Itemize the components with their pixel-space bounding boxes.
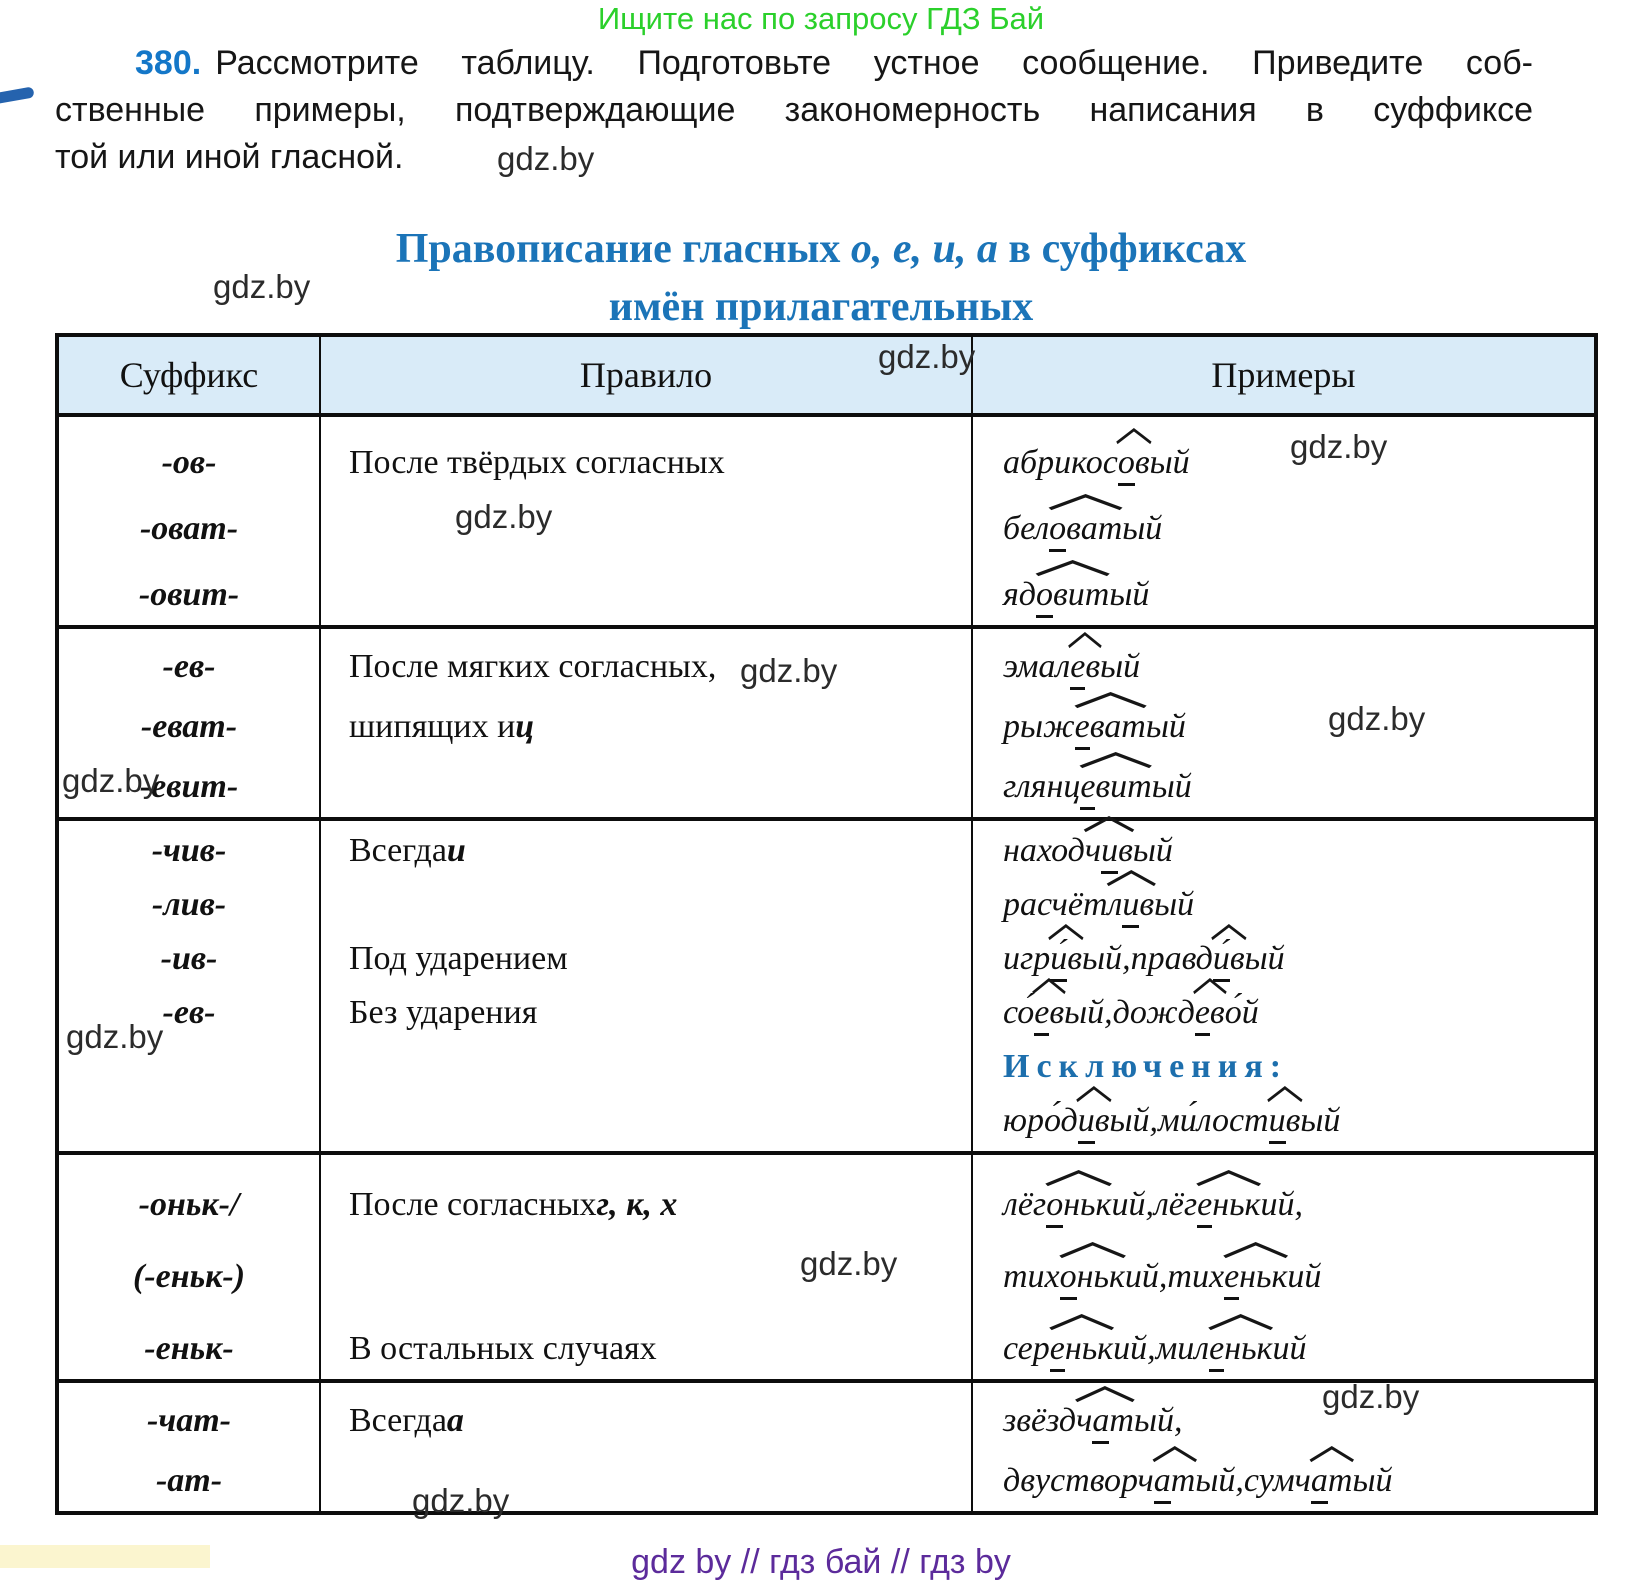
underlined-vowel: и́ — [1050, 940, 1067, 982]
suffix-item: -еват- — [140, 708, 238, 745]
word-part: ий — [1287, 1258, 1322, 1295]
word-part: в — [1067, 940, 1083, 977]
gdz-watermark: gdz.by — [740, 652, 838, 689]
suffix-hat — [1034, 994, 1064, 1032]
rule-emphasis: ц — [515, 708, 535, 745]
gdz-watermark: gdz.by — [1328, 700, 1426, 737]
example-word — [1003, 940, 1122, 978]
example-word — [1003, 576, 1149, 614]
suffix-item: -лив- — [151, 886, 227, 923]
example-word — [1003, 708, 1186, 746]
examples-cell — [971, 417, 1594, 625]
word-part: расчёт — [1003, 886, 1108, 923]
exercise-line — [55, 87, 1533, 134]
suffix-hat — [1046, 1186, 1111, 1224]
word-part: о́й — [1224, 994, 1259, 1031]
suffix-hat — [1118, 444, 1150, 482]
word-part: в — [1085, 648, 1101, 685]
table-title-line2: имён прилагательных — [608, 284, 1034, 330]
word-part: сер — [1003, 1330, 1050, 1367]
suffix-caret-icon — [1031, 978, 1067, 994]
suffix-caret-icon — [1072, 692, 1149, 708]
example-line — [1003, 935, 1594, 989]
word-part: ый — [1109, 576, 1150, 613]
example-word — [1003, 510, 1162, 548]
rule-text: Под ударением — [349, 940, 568, 977]
suffix-item: -ив- — [160, 940, 218, 977]
example-word — [1003, 1330, 1147, 1368]
rule-line — [349, 427, 971, 493]
word-part: ый — [1122, 510, 1163, 547]
word-part: в — [1209, 994, 1225, 1031]
word-part: лёг — [1153, 1186, 1198, 1223]
suffix-caret-icon — [1192, 978, 1228, 994]
suffix-item: -ев- — [162, 648, 216, 685]
title-text: Правописание гласных — [395, 226, 851, 272]
rule-emphasis: и — [446, 832, 466, 869]
example-word — [1003, 444, 1190, 482]
word-part: ньк — [1063, 1186, 1112, 1223]
word-part: сумч — [1243, 1462, 1311, 1499]
word-part: ват — [1066, 510, 1123, 547]
suffix-hat — [1224, 1258, 1287, 1296]
example-line — [1003, 1097, 1594, 1151]
suffix-caret-icon — [1057, 1242, 1128, 1258]
word-part: ый — [1195, 1462, 1236, 1499]
example-line — [1003, 493, 1594, 559]
suffix-item: (-еньк-) — [132, 1258, 246, 1295]
header-rule: Правило — [319, 337, 971, 413]
example-line — [1003, 1307, 1594, 1379]
suffix-caret-icon — [1308, 1446, 1356, 1462]
word-part: т — [1170, 1462, 1196, 1499]
suffix-caret-icon — [1210, 924, 1248, 940]
example-line — [1003, 757, 1594, 817]
example-word — [1154, 1186, 1295, 1224]
suffix-hat — [1078, 1102, 1110, 1140]
word-part: вит — [1053, 576, 1110, 613]
underlined-vowel: о — [1046, 1186, 1063, 1228]
word-part: ый — [1352, 1462, 1393, 1499]
underlined-vowel: е — [1080, 768, 1095, 810]
gdz-watermark: gdz.by — [878, 338, 976, 375]
separator: , — [1104, 994, 1113, 1031]
word-part: в — [1229, 940, 1245, 977]
example-word — [1167, 1258, 1321, 1296]
word-part: лёг — [1003, 1186, 1047, 1223]
underlined-vowel: а — [1092, 1402, 1109, 1444]
example-word — [1158, 1102, 1340, 1140]
word-part: л — [1107, 886, 1123, 923]
separator: , — [1158, 1258, 1168, 1295]
word-part: ый — [1149, 444, 1190, 481]
word-part: игр — [1003, 940, 1051, 977]
examples-cell — [971, 821, 1594, 1151]
word-part: абрикос — [1003, 444, 1118, 481]
rule-cell — [319, 417, 971, 625]
example-line — [1003, 1391, 1594, 1451]
suffix-hat — [1197, 1186, 1260, 1224]
example-word — [1003, 1462, 1235, 1500]
word-part: ий — [1260, 1186, 1295, 1223]
suffix-spelling-table — [55, 333, 1598, 1515]
example-line — [1003, 827, 1594, 881]
word-part: ый — [1082, 940, 1123, 977]
word-part: ый — [1151, 768, 1192, 805]
gdz-watermark: gdz.by — [1322, 1378, 1420, 1415]
rule-text: шипящих и — [349, 708, 516, 745]
underlined-vowel: о — [1049, 510, 1066, 552]
word-part: ый — [1132, 832, 1173, 869]
rule-cell — [319, 629, 971, 817]
example-line — [1003, 881, 1594, 935]
example-line — [1003, 559, 1594, 625]
table-row — [59, 817, 1594, 1151]
suffix-hat — [1049, 510, 1122, 548]
example-word — [1113, 994, 1259, 1032]
exercise-text: той или иной гласной. — [55, 138, 404, 176]
rule-line-spacer — [349, 881, 971, 935]
word-part: в — [1285, 1102, 1301, 1139]
rule-emphasis: г, к, х — [596, 1186, 678, 1223]
word-part: ый — [1133, 1402, 1174, 1439]
suffix-caret-icon — [1047, 1314, 1116, 1330]
underlined-vowel: е — [1050, 1330, 1065, 1372]
word-part: ый — [1154, 886, 1195, 923]
rule-text: После согласных — [349, 1186, 597, 1223]
suffix-hat — [1036, 576, 1109, 614]
suffix-hat — [1108, 886, 1155, 924]
suffix-hat — [1060, 1258, 1125, 1296]
example-word — [1131, 940, 1285, 978]
example-word — [1003, 648, 1140, 686]
suffix-cell — [59, 417, 319, 625]
suffix-caret-icon — [1075, 1086, 1113, 1102]
underlined-vowel: е — [1075, 708, 1090, 750]
example-line — [1003, 989, 1594, 1043]
rule-text: Без ударения — [349, 994, 538, 1031]
word-part: звёзд — [1003, 1402, 1077, 1439]
suffix-caret-icon — [1151, 1446, 1199, 1462]
rule-line — [349, 1391, 971, 1451]
rule-line — [349, 935, 971, 989]
suffix-caret-icon — [1266, 1086, 1304, 1102]
gdz-watermark: gdz.by — [497, 140, 595, 177]
example-word — [1003, 832, 1173, 870]
examples-cell — [971, 629, 1594, 817]
rule-text: В остальных случаях — [349, 1330, 657, 1367]
example-word — [1156, 1330, 1307, 1368]
underlined-vowel: и — [1101, 832, 1118, 874]
word-part: ньк — [1064, 1330, 1114, 1367]
suffix-cell — [59, 1383, 319, 1511]
example-line — [1003, 1451, 1594, 1511]
suffix-hat — [1311, 1462, 1353, 1500]
rule-text: После мягких согласных, — [349, 648, 717, 685]
word-part: глянц — [1003, 768, 1081, 805]
word-part: ньк — [1224, 1330, 1273, 1367]
suffix-hat — [1195, 994, 1225, 1032]
word-part: вит — [1095, 768, 1152, 805]
rule-line — [349, 827, 971, 881]
exercise-paragraph — [55, 40, 1533, 181]
blue-dash-decoration — [0, 86, 35, 104]
underlined-vowel: и — [1269, 1102, 1286, 1144]
example-word — [1003, 1402, 1174, 1440]
example-word — [1244, 1462, 1393, 1500]
suffix-hat — [1269, 1102, 1301, 1140]
word-part: т — [1109, 1402, 1134, 1439]
word-part: ый — [1064, 994, 1105, 1031]
word-part: в — [1094, 1102, 1110, 1139]
example-word — [1003, 1186, 1145, 1224]
suffix-caret-icon — [1077, 752, 1154, 768]
word-part: двустворч — [1003, 1462, 1154, 1499]
rule-line — [349, 1163, 971, 1235]
line-tail: , — [1173, 1402, 1183, 1439]
rule-line — [349, 1307, 971, 1379]
gdz-watermark: gdz.by — [66, 1018, 164, 1055]
word-part: наход — [1003, 832, 1085, 869]
gdz-watermark: gdz.by — [412, 1482, 510, 1519]
rule-cell — [319, 821, 971, 1151]
suffix-cell — [59, 1155, 319, 1379]
suffix-caret-icon — [1043, 1170, 1114, 1186]
gdz-watermark: gdz.by — [455, 498, 553, 535]
word-part: ньк — [1076, 1258, 1125, 1295]
underlined-vowel: е — [1070, 648, 1085, 690]
suffix-cell — [59, 821, 319, 1151]
word-part: ч — [1076, 1402, 1093, 1439]
suffix-hat — [1050, 1330, 1113, 1368]
promo-banner: Ищите нас по запросу ГДЗ Бай — [597, 1, 1045, 36]
separator: , — [1149, 1102, 1159, 1139]
example-line — [1003, 697, 1594, 757]
word-part: яд — [1003, 576, 1037, 613]
separator: , — [1147, 1330, 1156, 1367]
word-part: ньк — [1212, 1186, 1261, 1223]
word-part: тих — [1003, 1258, 1060, 1295]
underlined-vowel: о — [1060, 1258, 1077, 1300]
suffix-item: -еньк- — [144, 1330, 234, 1367]
word-part: ый — [1100, 648, 1141, 685]
suffix-hat — [1154, 1462, 1196, 1500]
word-part: ват — [1089, 708, 1146, 745]
suffix-caret-icon — [1194, 1170, 1263, 1186]
rule-text: Всегда — [349, 1402, 447, 1439]
word-part: ий — [1111, 1186, 1146, 1223]
underlined-vowel: о — [1036, 576, 1053, 618]
example-word — [1003, 1258, 1159, 1296]
exercise-text: Рассмотрите таблицу. Подготовьте устное сообщение. Приведите соб- — [215, 44, 1533, 82]
header-examples: Примеры — [971, 337, 1594, 413]
exercise-text: ственные примеры, подтверждающие закономерность написания в суффиксе — [55, 91, 1533, 129]
suffix-hat — [1076, 1402, 1134, 1440]
examples-cell — [971, 1383, 1594, 1511]
underlined-vowel: и — [1122, 886, 1139, 928]
example-word — [1003, 1102, 1150, 1140]
underlined-vowel: о — [1118, 444, 1135, 486]
word-part: со́ — [1003, 994, 1035, 1031]
underlined-vowel: е — [1195, 994, 1210, 1036]
suffix-caret-icon — [1047, 924, 1085, 940]
suffix-item: -чат- — [147, 1402, 231, 1439]
word-part: в — [1049, 994, 1065, 1031]
separator: , — [1235, 1462, 1244, 1499]
title-text: в суффиксах — [997, 226, 1247, 272]
gdz-watermark: gdz.by — [213, 268, 311, 305]
word-part: тих — [1167, 1258, 1225, 1295]
word-part: ч — [1084, 832, 1102, 869]
underlined-vowel: е — [1209, 1330, 1224, 1372]
suffix-caret-icon — [1115, 428, 1153, 444]
suffix-hat — [1080, 768, 1151, 806]
suffix-hat — [1075, 708, 1146, 746]
promo-footer: gdz by // гдз бай // гдз by — [631, 1543, 1011, 1581]
word-part: т — [1327, 1462, 1353, 1499]
rule-line — [349, 637, 971, 697]
underlined-vowel: е — [1224, 1258, 1239, 1300]
word-part: в — [1134, 444, 1150, 481]
example-line — [1003, 637, 1594, 697]
suffix-hat — [1213, 940, 1245, 978]
suffix-hat — [1050, 940, 1082, 978]
word-part: дожд — [1112, 994, 1195, 1031]
suffix-caret-icon — [1046, 494, 1125, 510]
suffix-hat — [1209, 1330, 1272, 1368]
word-part: мил — [1155, 1330, 1210, 1367]
suffix-caret-icon — [1033, 560, 1112, 576]
line-tail: , — [1294, 1186, 1303, 1223]
word-part: ый — [1109, 1102, 1150, 1139]
example-line — [1003, 1163, 1594, 1235]
exercise-line — [55, 134, 1533, 181]
word-part: ый — [1300, 1102, 1341, 1139]
rule-text: Всегда — [349, 832, 447, 869]
word-part: в — [1139, 886, 1155, 923]
word-part: ый — [1244, 940, 1285, 977]
exercise-number: 380. — [135, 44, 202, 82]
suffix-item: -оньк-/ — [138, 1186, 240, 1223]
suffix-caret-icon — [1067, 632, 1103, 648]
separator: , — [1145, 1186, 1154, 1223]
suffix-hat — [1070, 648, 1100, 686]
suffix-item: -ат- — [155, 1462, 223, 1499]
word-part: ий — [1272, 1330, 1307, 1367]
example-word — [1003, 768, 1192, 806]
suffix-caret-icon — [1073, 1386, 1137, 1402]
rule-emphasis: а — [446, 1402, 464, 1439]
underlined-vowel: и — [1078, 1102, 1095, 1144]
word-part: ньк — [1239, 1258, 1288, 1295]
word-part: правд — [1130, 940, 1213, 977]
word-part: рыж — [1003, 708, 1075, 745]
suffix-item: -ов- — [161, 444, 217, 481]
word-part: ый — [1145, 708, 1186, 745]
word-part: ий — [1124, 1258, 1159, 1295]
underlined-vowel: и́ — [1213, 940, 1230, 982]
rule-line — [349, 697, 971, 757]
header-suffix: Суффикс — [119, 355, 259, 395]
exercise-line — [55, 40, 1533, 87]
word-part: в — [1118, 832, 1133, 869]
title-vowels: о, е, и, а — [850, 226, 998, 272]
suffix-item: -ев- — [162, 994, 216, 1031]
suffix-item: -оват- — [139, 510, 239, 547]
underlined-vowel: е — [1034, 994, 1049, 1036]
suffix-item: -евит- — [139, 768, 239, 805]
example-line — [1003, 1235, 1594, 1307]
example-word — [1003, 886, 1194, 924]
example-word — [1003, 994, 1104, 1032]
word-part: ий — [1113, 1330, 1148, 1367]
suffix-item: -чив- — [151, 832, 227, 869]
suffix-caret-icon — [1105, 870, 1158, 886]
separator: , — [1122, 940, 1131, 977]
word-part: ми́лост — [1158, 1102, 1269, 1139]
gdz-watermark: gdz.by — [800, 1245, 898, 1282]
gdz-watermark: gdz.by — [62, 762, 160, 799]
suffix-hat — [1085, 832, 1133, 870]
table-header-row — [59, 337, 1594, 413]
underlined-vowel: а — [1154, 1462, 1171, 1504]
suffix-item: -овит- — [138, 576, 240, 613]
underlined-vowel: а — [1311, 1462, 1328, 1504]
word-part: юро́д — [1003, 1102, 1078, 1139]
rule-line — [349, 989, 971, 1043]
word-part: эмал — [1003, 648, 1071, 685]
gdz-watermark: gdz.by — [1290, 428, 1388, 465]
suffix-caret-icon — [1082, 816, 1136, 832]
exceptions-label: Исключения: — [1003, 1048, 1289, 1085]
word-part: бел — [1003, 510, 1050, 547]
rule-text: После твёрдых согласных — [349, 444, 725, 481]
suffix-caret-icon — [1221, 1242, 1290, 1258]
suffix-caret-icon — [1206, 1314, 1275, 1330]
underlined-vowel: е — [1197, 1186, 1212, 1228]
examples-cell — [971, 1155, 1594, 1379]
